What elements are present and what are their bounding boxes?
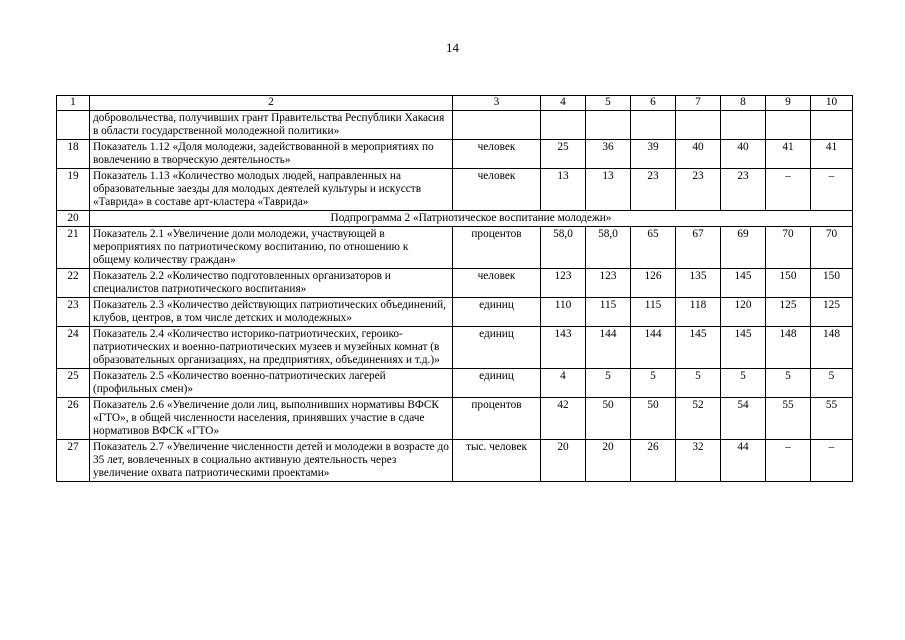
row-number: 23 — [57, 298, 90, 327]
indicator-description: Показатель 2.5 «Количество военно-патриотических лагерей (профильных смен)» — [90, 369, 453, 398]
value-cell: 123 — [586, 269, 631, 298]
column-header: 5 — [586, 96, 631, 111]
value-cell: 23 — [721, 169, 766, 211]
value-cell: 40 — [721, 140, 766, 169]
value-cell: 5 — [766, 369, 811, 398]
value-cell — [811, 111, 853, 140]
row-number: 21 — [57, 227, 90, 269]
value-cell: 20 — [541, 440, 586, 482]
table-row — [57, 327, 853, 369]
row-number: 24 — [57, 327, 90, 369]
table-row — [57, 169, 853, 211]
unit-cell: единиц — [453, 327, 541, 369]
row-number: 19 — [57, 169, 90, 211]
value-cell: 52 — [676, 398, 721, 440]
column-header: 2 — [90, 96, 453, 111]
unit-cell: единиц — [453, 369, 541, 398]
value-cell: 32 — [676, 440, 721, 482]
column-header: 10 — [811, 96, 853, 111]
value-cell: 41 — [766, 140, 811, 169]
indicator-description: Показатель 2.2 «Количество подготовленных организаторов и специалистов патриотического воспитания» — [90, 269, 453, 298]
value-cell: 13 — [541, 169, 586, 211]
value-cell: 67 — [676, 227, 721, 269]
value-cell: – — [766, 440, 811, 482]
value-cell: 110 — [541, 298, 586, 327]
row-number: 22 — [57, 269, 90, 298]
table-header-row — [57, 96, 853, 111]
value-cell: 5 — [631, 369, 676, 398]
value-cell: – — [811, 440, 853, 482]
value-cell: 125 — [811, 298, 853, 327]
table-row — [57, 369, 853, 398]
value-cell: 148 — [811, 327, 853, 369]
value-cell: 50 — [586, 398, 631, 440]
unit-cell: человек — [453, 169, 541, 211]
value-cell: 58,0 — [541, 227, 586, 269]
indicator-description: Показатель 1.12 «Доля молодежи, задействованной в мероприятиях по вовлечению в творческую деятельность» — [90, 140, 453, 169]
indicator-description: Показатель 2.1 «Увеличение доли молодежи, участвующей в мероприятиях по патриотическому воспитанию, по отношению к общему количеству граждан» — [90, 227, 453, 269]
value-cell — [676, 111, 721, 140]
indicator-description: Показатель 1.13 «Количество молодых людей, направленных на образовательные заезды для молодых деятелей культуры и искусств «Таврида» в составе арт-кластера «Таврида» — [90, 169, 453, 211]
unit-cell: человек — [453, 140, 541, 169]
value-cell: 25 — [541, 140, 586, 169]
indicator-description: добровольчества, получивших грант Правительства Республики Хакасия в области государственной молодежной политики» — [90, 111, 453, 140]
value-cell: 145 — [676, 327, 721, 369]
value-cell — [631, 111, 676, 140]
value-cell: 36 — [586, 140, 631, 169]
row-number: 18 — [57, 140, 90, 169]
value-cell: 41 — [811, 140, 853, 169]
value-cell: 150 — [811, 269, 853, 298]
value-cell — [721, 111, 766, 140]
indicator-description: Показатель 2.4 «Количество историко-патриотических, героико-патриотических и военно-патриотических музеев и музейных комнат (в образовательных организациях, на предприятиях, объединениях и т.д.)» — [90, 327, 453, 369]
row-number: 26 — [57, 398, 90, 440]
value-cell: 5 — [676, 369, 721, 398]
table-row — [57, 269, 853, 298]
column-header: 9 — [766, 96, 811, 111]
value-cell: 118 — [676, 298, 721, 327]
row-number — [57, 111, 90, 140]
value-cell: – — [766, 169, 811, 211]
row-number: 20 — [57, 211, 90, 227]
value-cell: 55 — [766, 398, 811, 440]
page-number: 14 — [446, 40, 459, 55]
table-row — [57, 227, 853, 269]
value-cell: 115 — [586, 298, 631, 327]
value-cell: 70 — [766, 227, 811, 269]
value-cell: 39 — [631, 140, 676, 169]
table-row — [57, 398, 853, 440]
table-body — [57, 96, 853, 482]
value-cell: 135 — [676, 269, 721, 298]
value-cell: 40 — [676, 140, 721, 169]
value-cell: 148 — [766, 327, 811, 369]
value-cell: 123 — [541, 269, 586, 298]
table-row — [57, 211, 853, 227]
value-cell: 144 — [586, 327, 631, 369]
unit-cell: процентов — [453, 227, 541, 269]
value-cell: 120 — [721, 298, 766, 327]
value-cell: 144 — [631, 327, 676, 369]
value-cell: 5 — [721, 369, 766, 398]
value-cell: – — [811, 169, 853, 211]
value-cell: 5 — [811, 369, 853, 398]
value-cell: 115 — [631, 298, 676, 327]
column-header: 4 — [541, 96, 586, 111]
unit-cell: единиц — [453, 298, 541, 327]
value-cell: 65 — [631, 227, 676, 269]
column-header: 7 — [676, 96, 721, 111]
value-cell: 4 — [541, 369, 586, 398]
value-cell: 13 — [586, 169, 631, 211]
unit-cell: человек — [453, 269, 541, 298]
row-number: 27 — [57, 440, 90, 482]
table-row — [57, 140, 853, 169]
column-header: 8 — [721, 96, 766, 111]
unit-cell: тыс. человек — [453, 440, 541, 482]
subprogram-title: Подпрограмма 2 «Патриотическое воспитание молодежи» — [90, 211, 853, 227]
value-cell: 150 — [766, 269, 811, 298]
column-header: 1 — [57, 96, 90, 111]
value-cell: 23 — [676, 169, 721, 211]
value-cell: 50 — [631, 398, 676, 440]
table-row — [57, 111, 853, 140]
indicator-description: Показатель 2.3 «Количество действующих патриотических объединений, клубов, центров, в том числе детских и молодежных» — [90, 298, 453, 327]
value-cell: 145 — [721, 327, 766, 369]
value-cell: 20 — [586, 440, 631, 482]
value-cell: 5 — [586, 369, 631, 398]
value-cell: 54 — [721, 398, 766, 440]
value-cell — [541, 111, 586, 140]
value-cell: 44 — [721, 440, 766, 482]
indicators-table — [56, 95, 853, 482]
indicator-description: Показатель 2.7 «Увеличение численности детей и молодежи в возрасте до 35 лет, вовлеченных в социально активную деятельность через увеличение охвата патриотическими проектами» — [90, 440, 453, 482]
value-cell: 55 — [811, 398, 853, 440]
indicator-description: Показатель 2.6 «Увеличение доли лиц, выполнивших нормативы ВФСК «ГТО», в общей численности населения, принявших участие в сдаче нормативов ВФСК «ГТО» — [90, 398, 453, 440]
value-cell: 23 — [631, 169, 676, 211]
column-header: 3 — [453, 96, 541, 111]
value-cell: 125 — [766, 298, 811, 327]
value-cell: 58,0 — [586, 227, 631, 269]
column-header: 6 — [631, 96, 676, 111]
value-cell: 26 — [631, 440, 676, 482]
value-cell: 143 — [541, 327, 586, 369]
value-cell — [766, 111, 811, 140]
table-row — [57, 440, 853, 482]
value-cell — [586, 111, 631, 140]
value-cell: 42 — [541, 398, 586, 440]
value-cell: 70 — [811, 227, 853, 269]
table-row — [57, 298, 853, 327]
row-number: 25 — [57, 369, 90, 398]
value-cell: 145 — [721, 269, 766, 298]
unit-cell — [453, 111, 541, 140]
unit-cell: процентов — [453, 398, 541, 440]
value-cell: 126 — [631, 269, 676, 298]
value-cell: 69 — [721, 227, 766, 269]
